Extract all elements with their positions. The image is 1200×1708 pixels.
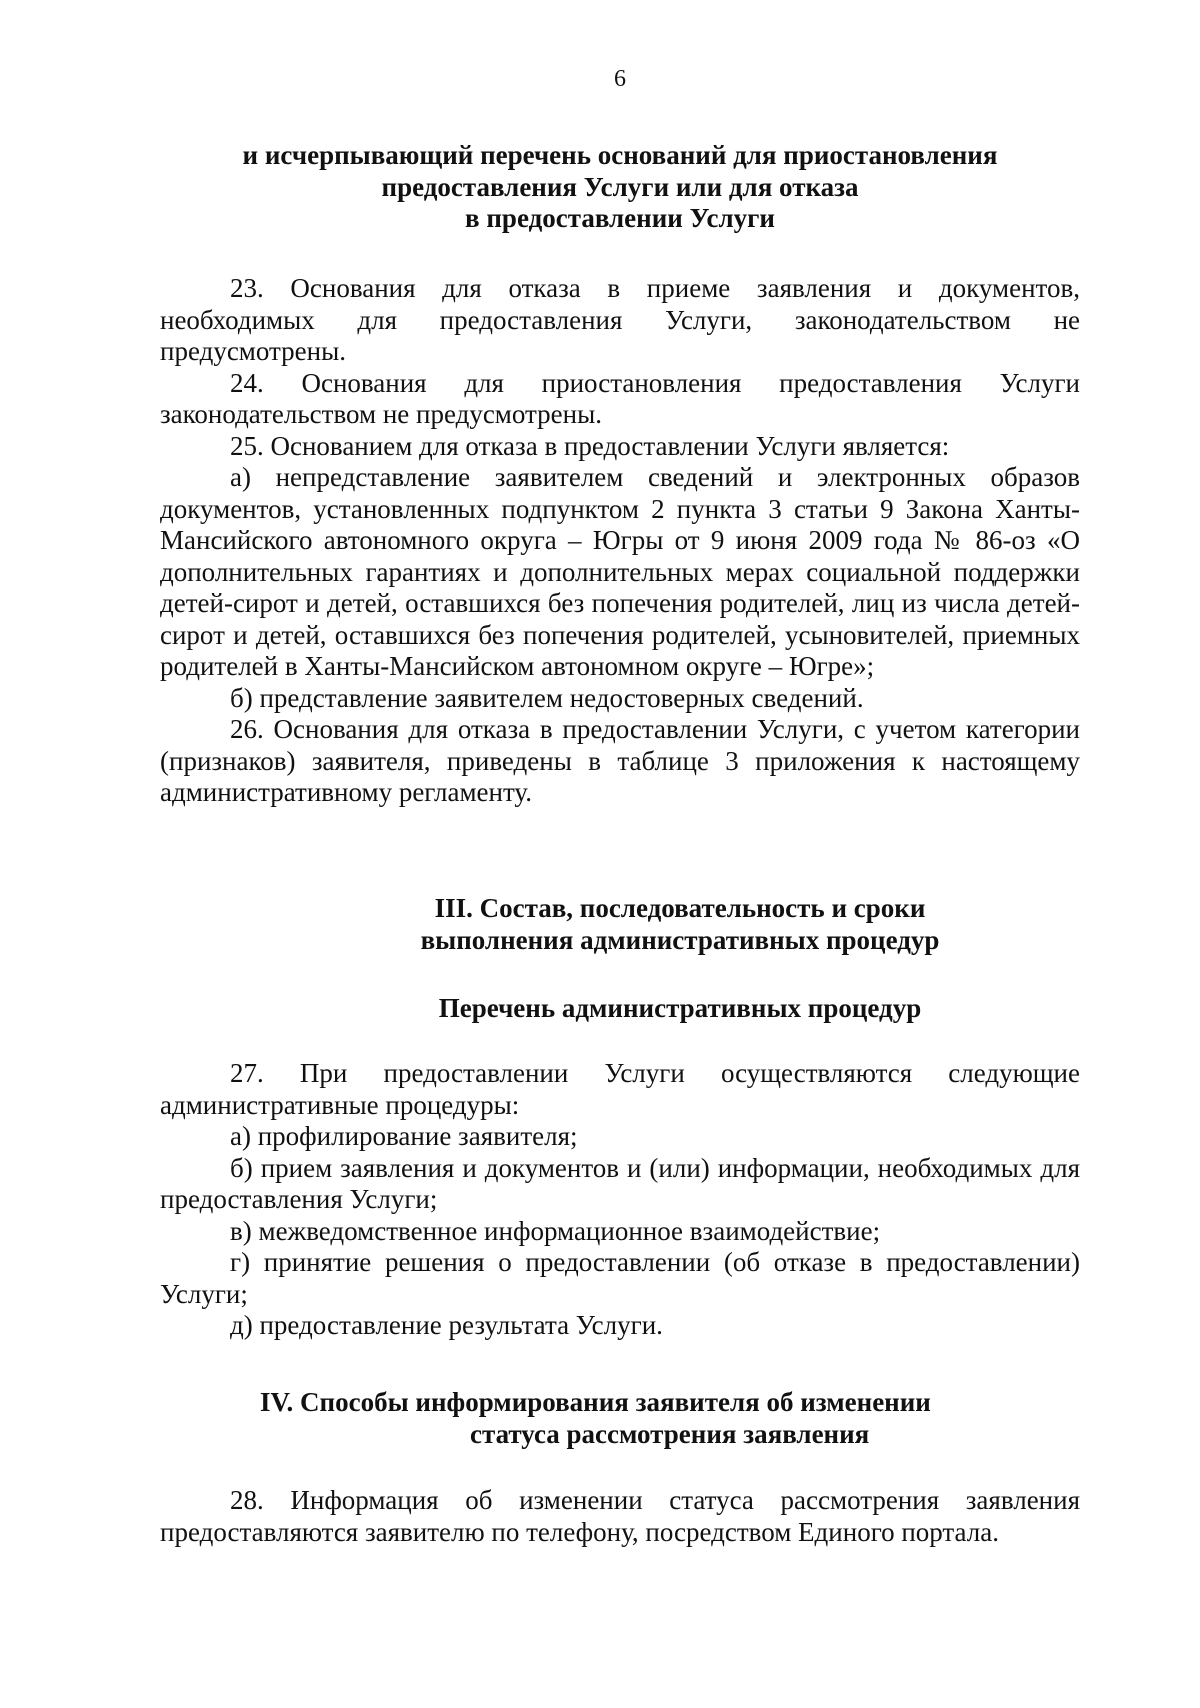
heading-line: IV. Способы информирования заявителя об изменении xyxy=(260,1387,931,1417)
grounds-paragraphs xyxy=(160,273,1080,809)
list-item-d: д) предоставление результата Услуги. xyxy=(230,1310,663,1340)
section-heading-iv xyxy=(240,1387,1000,1450)
paragraph-25: 25. Основанием для отказа в предоставлении Услуги является: xyxy=(230,430,950,461)
procedures-paragraphs xyxy=(160,1058,1080,1342)
heading-line: в предоставлении Услуги xyxy=(465,203,775,233)
list-item-v: в) межведомственное информационное взаимодействие; xyxy=(230,1215,881,1246)
heading-line: предоставления Услуги или для отказа xyxy=(381,171,859,202)
paragraph-26: 26. Основания для отказа в предоставлении Услуги, с учетом категории (признаков) заявителя, приведены в таблице 3 приложения к настоящему административному регламенту. xyxy=(160,714,1080,807)
subheading-procedures xyxy=(400,993,960,1025)
heading-line: III. Состав, последовательность и сроки xyxy=(434,893,926,923)
heading-line: выполнения административных процедур xyxy=(420,924,940,955)
list-item-b: б) представление заявителем недостоверных сведений. xyxy=(230,682,864,713)
paragraph-24: 24. Основания для приостановления предоставления Услуги законодательством не предусмотрены. xyxy=(160,367,1080,429)
status-paragraph xyxy=(160,1485,1080,1548)
section-heading-grounds xyxy=(160,140,1080,235)
subheading-text: Перечень административных процедур xyxy=(438,993,922,1023)
paragraph-28: 28. Информация об изменении статуса рассмотрения заявления предоставляются заявителю по телефону, посредством Единого портала. xyxy=(160,1485,1080,1547)
list-item-g: г) принятие решения о предоставлении (об отказе в предоставлении) Услуги; xyxy=(160,1247,1080,1309)
list-item-a: а) непредставление заявителем сведений и электронных образов документов, установленных подпунктом 2 пункта 3 статьи 9 Закона Ханты-Мансийского автономного округа – Югры от 9 июня 2009 года № 86-оз «О дополнительных гарантиях и дополнительных мерах социальной поддержки детей-сирот и детей, оставшихся без попечения родителей, лиц из числа детей-сирот и детей, оставшихся без попечения родителей, усыновителей, приемных родителей в Ханты-Мансийском автономном округе – Югре»; xyxy=(160,462,1080,681)
paragraph-23: 23. Основания для отказа в приеме заявления и документов, необходимых для предоставления Услуги, законодательством не предусмотрены. xyxy=(160,273,1080,366)
page-number: 6 xyxy=(614,66,626,92)
heading-line: и исчерпывающий перечень оснований для приостановления xyxy=(242,140,998,170)
section-heading-iii xyxy=(400,893,960,956)
list-item-b: б) прием заявления и документов и (или) информации, необходимых для предоставления Услуги; xyxy=(160,1152,1080,1214)
paragraph-27: 27. При предоставлении Услуги осуществляются следующие административные процедуры: xyxy=(160,1058,1080,1120)
list-item-a: а) профилирование заявителя; xyxy=(230,1121,578,1151)
heading-line: статуса рассмотрения заявления xyxy=(470,1418,870,1449)
